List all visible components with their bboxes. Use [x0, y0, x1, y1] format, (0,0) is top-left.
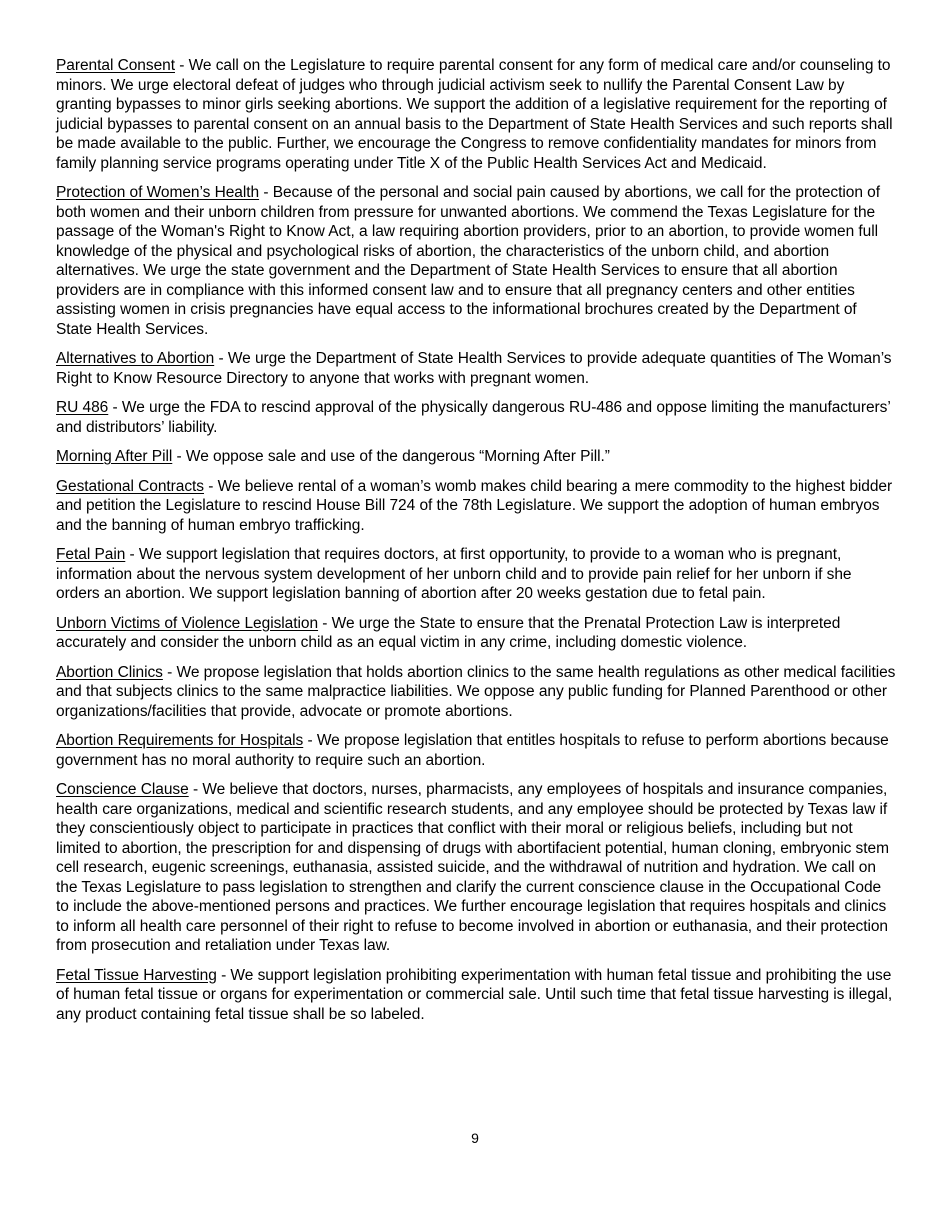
paragraph-ru-486 [56, 398, 896, 437]
heading-fetal-pain: Fetal Pain [56, 546, 126, 563]
text-abortion-clinics: - We propose legislation that holds abortion clinics to the same health regulations as other medical facilities and that subjects clinics to the same malpractice liabilities. We oppose any public funding for Planned Parenthood or other organizations/facilities that provide, advocate or promote abortions. [56, 663, 896, 720]
heading-abortion-requirements-hospitals: Abortion Requirements for Hospitals [56, 732, 304, 749]
text-ru-486: - We urge the FDA to rescind approval of the physically dangerous RU-486 and oppose limiting the manufacturers’ and distributors’ liability. [56, 399, 891, 436]
paragraph-morning-after-pill [56, 447, 896, 467]
text-protection-of-womens-health: - Because of the personal and social pain caused by abortions, we call for the protection of both women and their unborn children from pressure for unwanted abortions. We commend the Texas Legislature for the passage of the Woman's Right to Know Act, a law requiring abortion providers, prior to an abortion, to provide women full knowledge of the physical and psychological risks of abortion, the characteristics of the unborn child, and abortion alternatives. We urge the state government and the Department of State Health Services to ensure that all abortion providers are in compliance with this informed consent law and to ensure that all pregnancy centers and other entities assisting women in crisis pregnancies have equal access to the informational brochures created by the Department of State Health Services. [56, 184, 880, 338]
heading-alternatives-to-abortion: Alternatives to Abortion [56, 350, 215, 367]
paragraph-conscience-clause [56, 780, 896, 956]
heading-abortion-clinics: Abortion Clinics [56, 663, 163, 681]
text-fetal-pain: - We support legislation that requires doctors, at first opportunity, to provide to a woman who is pregnant, information about the nervous system development of her unborn child and to provide pain relief for her unborn if she orders an abortion. We support legislation banning of abortion after 20 weeks gestation due to fetal pain. [56, 546, 852, 602]
text-alternatives-to-abortion: - We urge the Department of State Health Services to provide adequate quantities of The Woman’s Right to Know Resource Directory to anyone that works with pregnant women. [56, 350, 892, 387]
text-fetal-tissue-harvesting: - We support legislation prohibiting experimentation with human fetal tissue and prohibiting the use of human fetal tissue or organs for experimentation or commercial sale. Until such time that fetal tissue harvesting is illegal, any product containing fetal tissue shall be so labeled. [56, 966, 893, 1023]
heading-morning-after-pill: Morning After Pill [56, 448, 173, 465]
text-abortion-requirements-hospitals: - We propose legislation that entitles hospitals to refuse to perform abortions because government has no moral authority to require such an abortion. [56, 732, 889, 769]
page-number: 9 [471, 1130, 479, 1146]
text-morning-after-pill: - We oppose sale and use of the dangerous “Morning After Pill.” [172, 448, 610, 465]
heading-conscience-clause: Conscience Clause [56, 781, 189, 798]
paragraph-fetal-tissue-harvesting [56, 966, 896, 1025]
document-body [56, 56, 896, 1034]
paragraph-fetal-pain [56, 545, 896, 604]
heading-parental-consent: Parental Consent [56, 57, 175, 74]
text-conscience-clause: - We believe that doctors, nurses, pharmacists, any employees of hospitals and insurance companies, health care organizations, medical and scientific research students, and any employee should be protected by Texas law if they conscientiously object to participate in practices that conflict with their moral or religious beliefs, including but not limited to abortion, the prescription for and dispensing of drugs with abortifacient potential, human cloning, embryonic stem cell research, eugenic screenings, euthanasia, assisted suicide, and the withdrawal of nutrition and hydration. We call on the Texas Legislature to pass legislation to strengthen and clarify the current conscience clause in the Occupational Code to include the above-mentioned persons and practices. We further encourage legislation that requires hospitals and clinics to inform all health care personnel of their right to refuse to become involved in abortion or euthanasia, and their protection from prosecution and retaliation under Texas law. [56, 781, 889, 954]
heading-unborn-victims: Unborn Victims of Violence Legislation [56, 614, 319, 632]
heading-gestational-contracts: Gestational Contracts [56, 477, 204, 495]
heading-fetal-tissue-harvesting: Fetal Tissue Harvesting [56, 966, 217, 984]
paragraph-abortion-requirements-hospitals [56, 731, 896, 770]
paragraph-abortion-clinics [56, 663, 896, 722]
heading-ru-486: RU 486 [56, 399, 109, 416]
paragraph-unborn-victims [56, 614, 896, 653]
paragraph-protection-of-womens-health [56, 183, 896, 339]
heading-protection-of-womens-health: Protection of Women’s Health [56, 184, 260, 201]
text-gestational-contracts: - We believe rental of a woman’s womb makes child bearing a mere commodity to the highest bidder and petition the Legislature to rescind House Bill 724 of the 78th Legislature. We support the adoption of human embryos and the banning of human embryo trafficking. [56, 477, 893, 534]
paragraph-alternatives-to-abortion [56, 349, 896, 388]
paragraph-parental-consent [56, 56, 896, 173]
text-unborn-victims: - We urge the State to ensure that the Prenatal Protection Law is interpreted accurately and consider the unborn child as an equal victim in any crime, including domestic violence. [56, 614, 841, 651]
paragraph-gestational-contracts [56, 477, 896, 536]
text-parental-consent: - We call on the Legislature to require parental consent for any form of medical care and/or counseling to minors. We urge electoral defeat of judges who through judicial activism seek to nullify the Parental Consent Law by granting bypasses to minor girls seeking abortions. We support the addition of a legislative requirement for the reporting of judicial bypasses to parental consent on an annual basis to the Department of State Health Services and such reports shall be made available to the public. Further, we encourage the Congress to remove confidentiality mandates for minors from family planning service programs operating under Title X of the Public Health Services Act and Medicaid. [56, 57, 893, 172]
